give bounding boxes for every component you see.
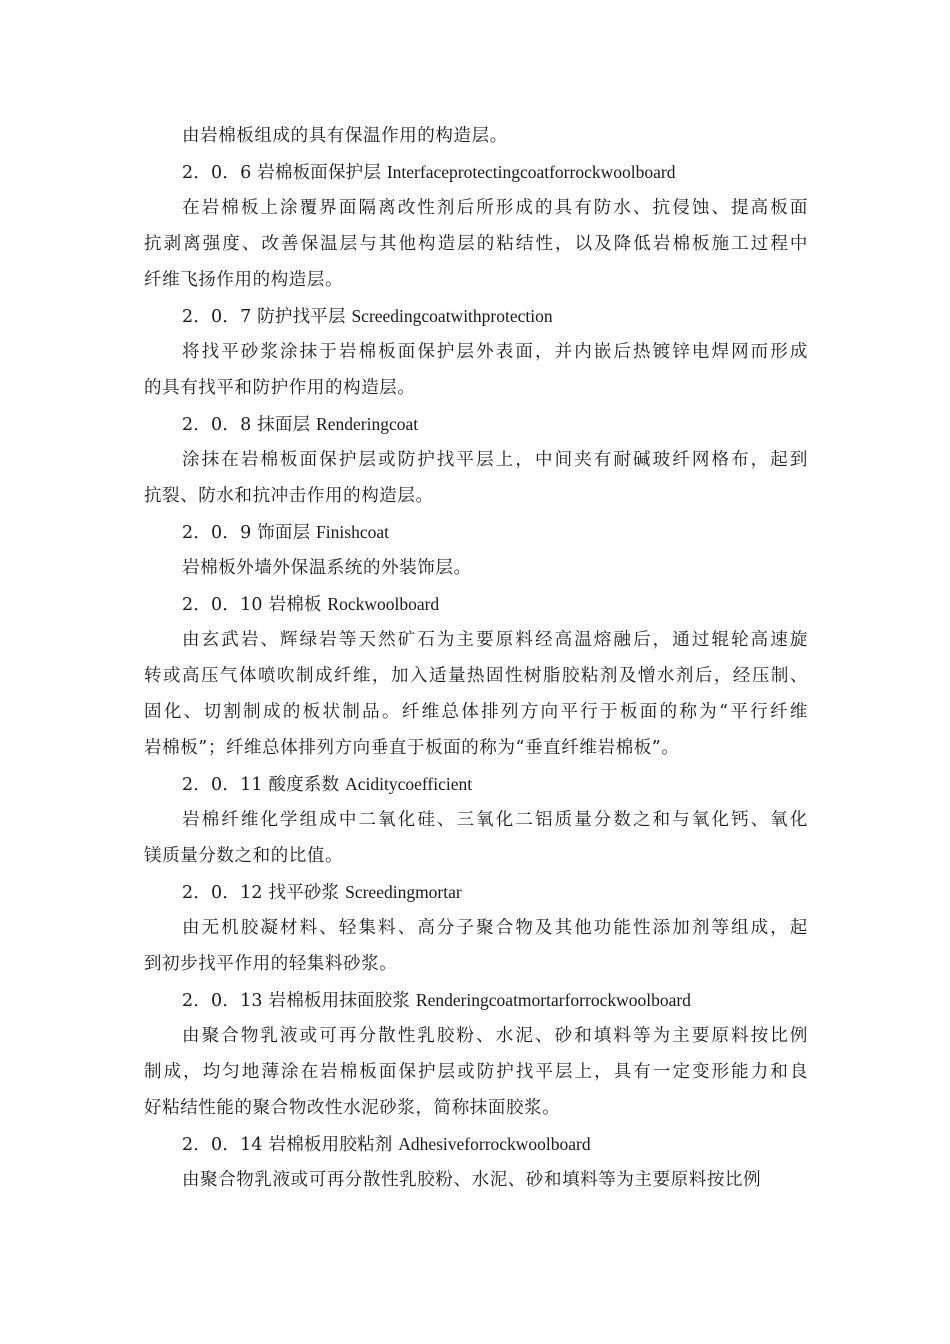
paragraph-line: 到初步找平作用的轻集料砂浆。 <box>144 954 398 974</box>
term-chinese: 防护找平层 <box>257 307 346 327</box>
section-number: 2．0．13 <box>182 991 263 1011</box>
continuation-line: 由岩棉板组成的具有保温作用的构造层。 <box>182 126 508 146</box>
term-english: Screedingcoatwithprotection <box>351 306 553 326</box>
section-number: 2．0．8 <box>182 415 252 435</box>
paragraph-line: 制成，均匀地薄涂在岩棉板面保护层或防护找平层上，具有一定变形能力和良 <box>144 1062 808 1082</box>
section-heading <box>144 298 808 334</box>
section-number: 2．0．11 <box>182 775 263 795</box>
paragraph-line: 由无机胶凝材料、轻集料、高分子聚合物及其他功能性添加剂等组成，起 <box>182 918 808 938</box>
section-number: 2．0．12 <box>182 883 263 903</box>
paragraph-line: 岩棉板”；纤维总体排列方向垂直于板面的称为“垂直纤维岩棉板”。 <box>144 738 680 758</box>
term-english: Screedingmortar <box>345 882 462 902</box>
term-chinese: 找平砂浆 <box>268 883 340 903</box>
term-chinese: 岩棉板面保护层 <box>257 163 382 183</box>
paragraph-line: 镁质量分数之和的比值。 <box>144 846 344 866</box>
paragraph-line: 由玄武岩、辉绿岩等天然矿石为主要原料经高温熔融后，通过辊轮高速旋 <box>182 630 808 650</box>
section-number: 2．0．7 <box>182 307 252 327</box>
paragraph-line: 岩棉板外墙外保温系统的外装饰层。 <box>182 558 472 578</box>
term-english: Finishcoat <box>316 522 389 542</box>
term-english: Interfaceprotectingcoatforrockwoolboard <box>386 162 676 182</box>
paragraph-line: 由聚合物乳液或可再分散性乳胶粉、水泥、砂和填料等为主要原料按比例 <box>182 1026 808 1046</box>
paragraph-line: 在岩棉板上涂覆界面隔离改性剂后所形成的具有防水、抗侵蚀、提高板面 <box>182 198 808 218</box>
section-number: 2．0．14 <box>182 1135 263 1155</box>
section-heading <box>144 982 808 1018</box>
term-chinese: 抹面层 <box>257 415 311 435</box>
paragraph-line: 纤维飞扬作用的构造层。 <box>144 270 344 290</box>
paragraph-line: 涂抹在岩棉板面保护层或防护找平层上，中间夹有耐碱玻纤网格布，起到 <box>182 450 808 470</box>
term-english: Aciditycoefficient <box>345 774 473 794</box>
paragraph-line: 抗裂、防水和抗冲击作用的构造层。 <box>144 486 434 506</box>
paragraph-line: 岩棉纤维化学组成中二氧化硅、三氧化二铝质量分数之和与氧化钙、氧化 <box>182 810 808 830</box>
section-heading <box>144 514 808 550</box>
section-heading <box>144 154 808 190</box>
term-chinese: 饰面层 <box>257 523 311 543</box>
section-heading <box>144 406 808 442</box>
section-heading <box>144 766 808 802</box>
term-english: Renderingcoat <box>316 414 419 434</box>
term-chinese: 岩棉板用胶粘剂 <box>268 1135 393 1155</box>
term-chinese: 酸度系数 <box>268 775 340 795</box>
paragraph-line: 好粘结性能的聚合物改性水泥砂浆，简称抹面胶浆。 <box>144 1098 561 1118</box>
term-chinese: 岩棉板用抹面胶浆 <box>268 991 411 1011</box>
term-english: Rockwoolboard <box>327 594 440 614</box>
paragraph-line: 由聚合物乳液或可再分散性乳胶粉、水泥、砂和填料等为主要原料按比例 <box>182 1170 762 1190</box>
section-number: 2．0．9 <box>182 523 252 543</box>
section-number: 2．0．6 <box>182 163 252 183</box>
section-heading <box>144 874 808 910</box>
term-chinese: 岩棉板 <box>268 595 322 615</box>
section-number: 2．0．10 <box>182 595 263 615</box>
paragraph-line: 将找平砂浆涂抹于岩棉板面保护层外表面，并内嵌后热镀锌电焊网而形成 <box>182 342 808 362</box>
section-heading <box>144 1126 808 1162</box>
term-english: Adhesiveforrockwoolboard <box>398 1134 591 1154</box>
paragraph-line: 固化、切割制成的板状制品。纤维总体排列方向平行于板面的称为“平行纤维 <box>144 702 808 722</box>
term-english: Renderingcoatmortarforrockwoolboard <box>415 990 691 1010</box>
paragraph-line: 抗剥离强度、改善保温层与其他构造层的粘结性，以及降低岩棉板施工过程中 <box>144 234 808 254</box>
section-heading <box>144 586 808 622</box>
document-body <box>144 118 808 1198</box>
paragraph-line: 的具有找平和防护作用的构造层。 <box>144 378 416 398</box>
paragraph-line: 转或高压气体喷吹制成纤维，加入适量热固性树脂胶粘剂及憎水剂后，经压制、 <box>144 666 808 686</box>
